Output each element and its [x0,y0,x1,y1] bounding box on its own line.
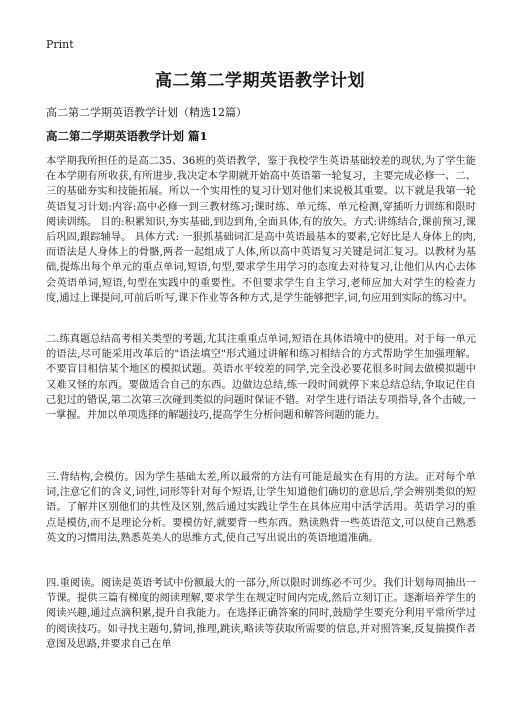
body-paragraph-1: 本学期我所担任的是高二35、36班的英语教学，鉴于我校学生英语基础较差的现状,为了学生能在本学期有所收获,有所进步,我决定本学期就开始高中英语第一轮复习，主要完成必修一、二、三的基础夯实和技能拓展。所以一个实用性的复习计划对他们来说极其重要。以下就是我第一轮英语复习计划:内容:高中必修一到三教材练习;课时练、单元练、单元检测,穿插听力训练和限时阅读训练。 目的:积累知识,夯实基础,到边到角,全面具体,有的放矢。方式:讲练结合,课前预习,课后巩固,跟踪辅导。 具体方式: 一狠抓基础词汇是高中英语最基本的要素,它好比是人身体上的肉,而语法是人身体上的骨骼,两者一起组成了人体,所以高中英语复习关键是词汇复习。以教材为基础,提炼出每个单元的重点单词,短语,句型,要求学生用学习的态度去对待复习,让他们从内心去体会英语单词,短语,句型在实践中的重要性。不但要求学生自主学习,老师应加大对学生的检查力度,通过上课提问,可前后听写,课下作业等各种方式,是学生能够把字,词,句应用到实际的练习中。 [46,156,476,304]
document-subtitle: 高二第二学期英语教学计划（精选12篇） [46,106,247,119]
page-title: 高二第二学期英语教学计划 [155,71,365,91]
print-label: Print [46,38,74,51]
body-paragraph-2: 二.练真题总结高考相关类型的考题,尤其注重重点单词,短语在具体语境中的使用。对于每一单元的语法,尽可能采用改革后的"语法填空"形式通过讲解和练习相结合的方式帮助学生加强理解。不要盲目相信某个地区的模拟试题。英语水平较差的同学,完全没必要花很多时间去做模拟题中又难又怪的东西。要做适合自己的东西。边做边总结,练一段时间就停下来总结总结,争取记住自己犯过的错误,第二次第三次碰到类似的问题时保证不错。对学生进行语法专项指导,各个击破,一一掌握。并加以单项选择的解题技巧,提高学生分析问题和解答问题的能力。 [46,334,476,422]
body-paragraph-4: 四.重阅读。阅读是英语考试中份额最大的一部分,所以限时训练必不可少。我们计划每周抽出一节课。提供三篇有梯度的阅读理解,要求学生在规定时间内完成,然后立刻订正。逐渐培养学生的阅读兴趣,通过点滴积累,提升自我能力。在选择正确答案的同时,鼓励学生要充分利用平常所学过的阅读技巧。如寻找主题句,猜词,推理,跳读,略读等获取所需要的信息,并对照答案,反复揣摸作者意图及思路,并要求自己在单 [46,578,476,650]
body-paragraph-3: 三.背结构,会模仿。因为学生基础太差,所以最常的方法有可能是最实在有用的方法。正对每个单词,注意它们的含义,词性,词形等针对每个短语,让学生知道他们确切的意思后,学会辨别类似的短语。了解并区别他们的共性及区别,然后通过实践让学生在具体应用中活学活用。英语学习的重点是模仿,而不是理论分析。要模仿好,就要背一些东西。熟读熟背一些英语范文,可以使自己熟悉英文的习惯用法,熟悉英美人的思维方式,使自己写出说出的英语地道准确。 [46,472,476,544]
section-heading: 高二第二学期英语教学计划 篇1 [46,129,208,143]
